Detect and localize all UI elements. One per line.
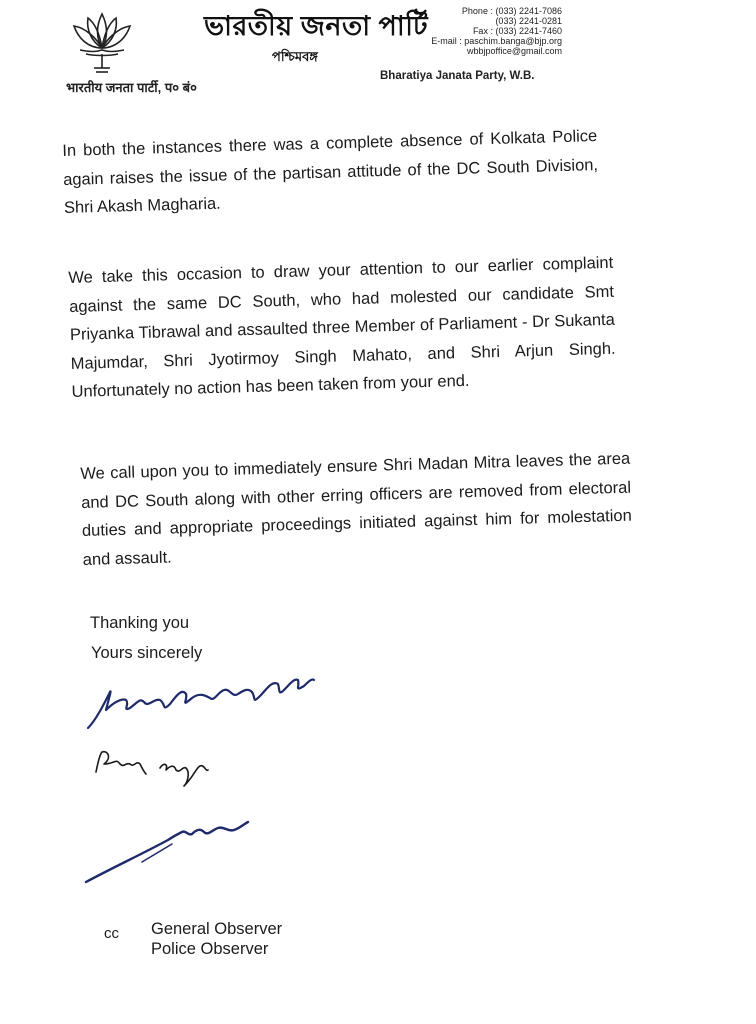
lotus-icon [66, 8, 138, 78]
cc-recipient-general-observer: General Observer [151, 920, 283, 938]
phone-line: Phone : (033) 2241-7086 [461, 6, 562, 16]
contact-block [410, 6, 562, 56]
closing-line: Yours sincerely [91, 644, 203, 662]
email-line-2: wbbjpoffice@gmail.com [466, 46, 562, 56]
paragraph-3: We call upon you to immediately ensure Shri Madan Mitra leaves the area and DC South along with other erring officers are removed from electoral duties and appropriate proceedings initiated against him for molestation and assault. [80, 449, 633, 569]
thanking-line: Thanking you [90, 614, 190, 632]
cc-label: cc [104, 925, 119, 942]
paragraph-1: In both the instances there was a complete absence of Kolkata Police again raises the issue of the partisan attitude of the DC South Division, Shri Akash Magharia. [62, 127, 599, 217]
bengali-party-title: ভারতীয় জনতা পার্টি [204, 11, 429, 41]
signature-3 [82, 818, 262, 893]
paragraph-2: We take this occasion to draw your attention to our earlier complaint against the same DC South, who had molested our candidate Smt Priyanka Tibrawal and assaulted three Member of Parliament - Dr Sukanta Majumdar, Shri Jyotirmoy Singh Mahato, and Shri Arjun Singh. Unfortunately no action has been taken from your end. [68, 253, 616, 401]
signature-1 [82, 668, 332, 739]
hindi-party-name: भारतीय जनता पार्टी, प० बं० [66, 80, 197, 95]
english-party-name: Bharatiya Janata Party, W.B. [380, 70, 535, 82]
cc-recipient-police-observer: Police Observer [151, 940, 269, 958]
email-line: E-mail : paschim.banga@bjp.org [431, 36, 562, 46]
fax-line: Fax : (033) 2241-7460 [472, 26, 562, 36]
bengali-subtitle: পশ্চিমবঙ্গ [272, 49, 318, 64]
phone-line-2: (033) 2241-0281 [495, 16, 562, 26]
signature-2 [90, 742, 220, 797]
